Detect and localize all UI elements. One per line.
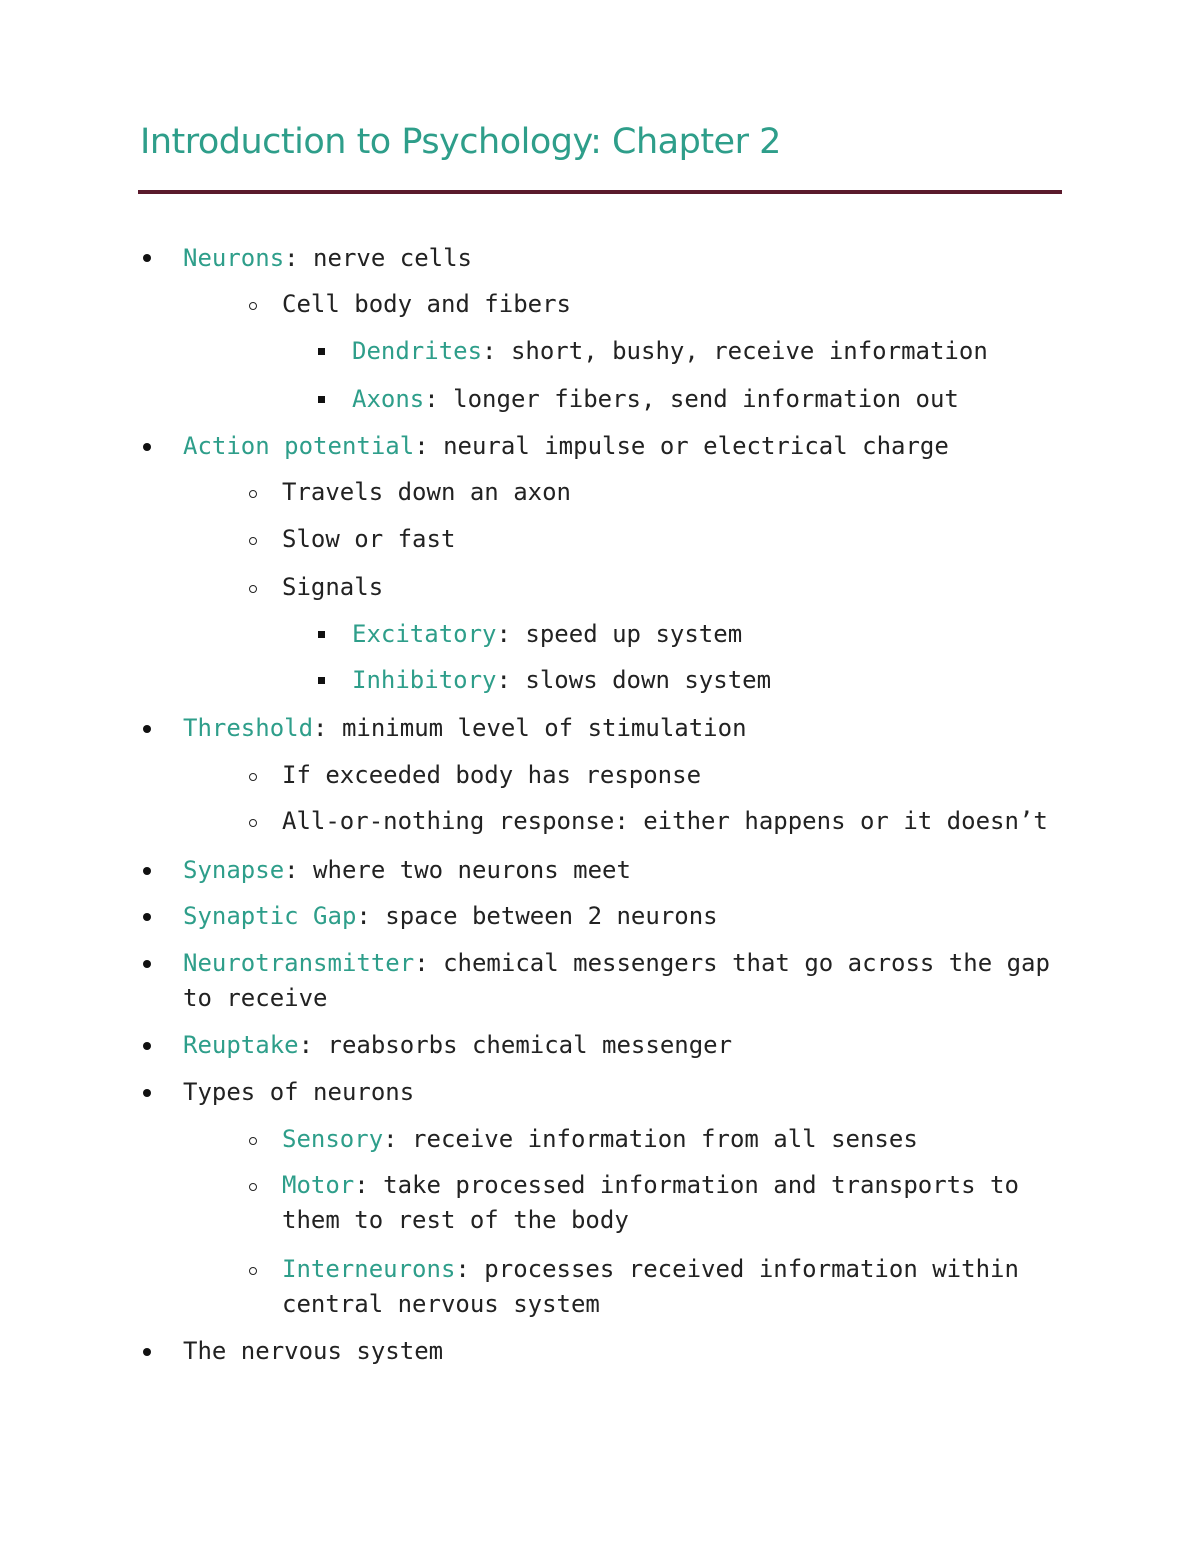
item-text: Slow or fast: [282, 525, 456, 553]
definition: : neural impulse or electrical charge: [414, 432, 949, 460]
list-item: [282, 522, 455, 557]
term: Neurotransmitter: [183, 949, 415, 977]
list-item: [183, 1334, 443, 1369]
list-item: [282, 475, 571, 510]
bullet-icon: [143, 960, 151, 968]
page-title: Introduction to Psychology: Chapter 2: [140, 122, 781, 162]
list-item: [282, 1168, 1019, 1203]
term: Inhibitory: [352, 666, 497, 694]
definition: : short, bushy, receive information: [482, 337, 988, 365]
list-item: [352, 617, 742, 652]
square-bullet-icon: [318, 631, 325, 638]
term: Dendrites: [352, 337, 483, 365]
circle-bullet-icon: [249, 1137, 257, 1145]
term: Sensory: [282, 1125, 384, 1153]
term: Reuptake: [183, 1031, 299, 1059]
list-item: [183, 1075, 414, 1110]
list-item: [183, 946, 1050, 981]
bullet-icon: [143, 1348, 151, 1356]
item-text: Types of neurons: [183, 1078, 415, 1106]
list-item: [183, 853, 631, 888]
circle-bullet-icon: [249, 1183, 257, 1191]
list-item: [183, 429, 949, 464]
definition: : nerve cells: [284, 244, 472, 272]
item-text: If exceeded body has response: [282, 761, 702, 789]
item-text: All-or-nothing response: either happens or it doesn’t: [282, 807, 1048, 835]
list-item: [282, 1122, 918, 1157]
list-item: [282, 1252, 1019, 1287]
circle-bullet-icon: [249, 1267, 257, 1275]
list-item-continuation: [282, 1203, 629, 1238]
circle-bullet-icon: [249, 302, 257, 310]
list-item: [352, 663, 771, 698]
bullet-icon: [143, 443, 151, 451]
circle-bullet-icon: [249, 537, 257, 545]
definition: : reabsorbs chemical messenger: [298, 1031, 733, 1059]
term: Threshold: [183, 714, 314, 742]
term: Action potential: [183, 432, 415, 460]
item-text: Signals: [282, 573, 384, 601]
bullet-icon: [143, 867, 151, 875]
list-item: [183, 711, 747, 746]
definition: : chemical messengers that go across the gap: [414, 949, 1050, 977]
definition: : take processed information and transports to: [354, 1171, 1019, 1199]
definition: : where two neurons meet: [284, 856, 631, 884]
list-item: [352, 334, 988, 369]
definition: : speed up system: [496, 620, 743, 648]
item-text: The nervous system: [183, 1337, 444, 1365]
item-text: them to rest of the body: [282, 1206, 629, 1234]
term: Interneurons: [282, 1255, 456, 1283]
bullet-icon: [143, 1042, 151, 1050]
item-text: Travels down an axon: [282, 478, 571, 506]
circle-bullet-icon: [249, 490, 257, 498]
term: Motor: [282, 1171, 355, 1199]
title-divider: [138, 190, 1062, 194]
circle-bullet-icon: [249, 585, 257, 593]
bullet-icon: [143, 1089, 151, 1097]
list-item: [183, 1028, 732, 1063]
list-item: [282, 758, 701, 793]
bullet-icon: [143, 254, 151, 262]
list-item: [352, 382, 959, 417]
circle-bullet-icon: [249, 819, 257, 827]
term: Synaptic Gap: [183, 902, 357, 930]
item-text: central nervous system: [282, 1290, 600, 1318]
list-item-continuation: [183, 981, 328, 1016]
list-item-continuation: [282, 1287, 600, 1322]
definition: : receive information from all senses: [383, 1125, 918, 1153]
definition: : minimum level of stimulation: [313, 714, 747, 742]
square-bullet-icon: [318, 396, 325, 403]
list-item: [282, 287, 571, 322]
item-text: Cell body and fibers: [282, 290, 571, 318]
square-bullet-icon: [318, 348, 325, 355]
term: Axons: [352, 385, 425, 413]
list-item: [282, 804, 1048, 839]
square-bullet-icon: [318, 677, 325, 684]
item-text: to receive: [183, 984, 328, 1012]
list-item: [183, 241, 472, 276]
term: Synapse: [183, 856, 285, 884]
definition: : longer fibers, send information out: [424, 385, 959, 413]
list-item: [282, 570, 383, 605]
definition: : space between 2 neurons: [356, 902, 718, 930]
term: Neurons: [183, 244, 285, 272]
term: Excitatory: [352, 620, 497, 648]
definition: : slows down system: [496, 666, 772, 694]
circle-bullet-icon: [249, 773, 257, 781]
list-item: [183, 899, 718, 934]
definition: : processes received information within: [455, 1255, 1019, 1283]
bullet-icon: [143, 913, 151, 921]
bullet-icon: [143, 725, 151, 733]
